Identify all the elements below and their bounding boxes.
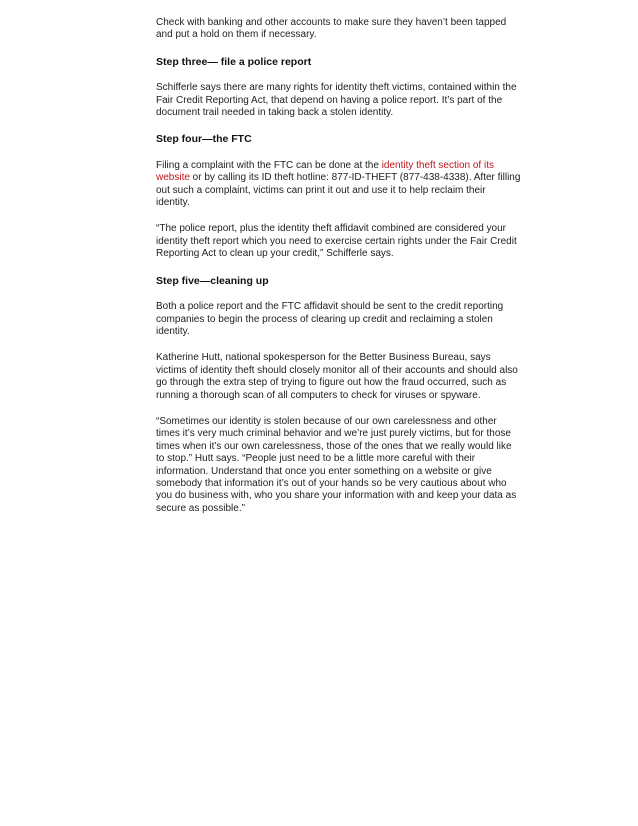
paragraph-cleaning-up: Both a police report and the FTC affidavit should be sent to the credit reporting companies to begin the process of clearing up credit and reclaiming a stolen identity. [156,301,504,337]
heading-step-five: Step five—cleaning up [156,274,269,287]
heading-step-three: Step three— file a police report [156,55,312,68]
paragraph-ftc-complaint [156,160,521,210]
paragraph-police-report: Schifferle says there are many rights for identity theft victims, contained within the Fair Credit Reporting Act, that depend on having a police report. It’s part of the document trail needed in taking back a stolen identity. [156,82,517,119]
paragraph-katherine-hutt: Katherine Hutt, national spokesperson for the Better Business Bureau, says victims of identity theft should closely monitor all of their accounts and should also go through the extra step of trying to figure out how the fraud occurred, such as running a thorough scan of all computers to check for viruses or spyware. [156,352,518,401]
ftc-text-after-link: or by calling its ID theft hotline: 877-ID-THEFT (877-438-4338). After filling out such a complaint, victims can print it out and use it to help reclaim their identity. [156,172,521,209]
heading-step-four: Step four—the FTC [156,133,252,146]
article-body [156,17,521,529]
paragraph-hutt-quote: “Sometimes our identity is stolen because of our own carelessness and other times it’s very much criminal behavior and we’re just purely victims, but for those times when it’s our own carelessness, those of the ones that we really would like to stop.” Hutt says. “People just need to be a little more careful with their information. Understand that once you enter something on a website or give somebody that information it’s out of your hands so be very cautious about who you do business with, who you share your information with and keep your data as secure as possible.” [156,415,517,514]
paragraph-check-accounts: Check with banking and other accounts to make sure they haven’t been tapped and put a hold on them if necessary. [156,17,507,41]
paragraph-schifferle-quote: “The police report, plus the identity theft affidavit combined are considered your identity theft report which you need to exercise certain rights under the Fair Credit Reporting Act to clean up your credit,” Schifferle says. [156,223,517,260]
identity-theft-section-link[interactable]: identity theft section of its website [156,159,494,184]
ftc-text-before-link: Filing a complaint with the FTC can be done at the [156,159,382,171]
